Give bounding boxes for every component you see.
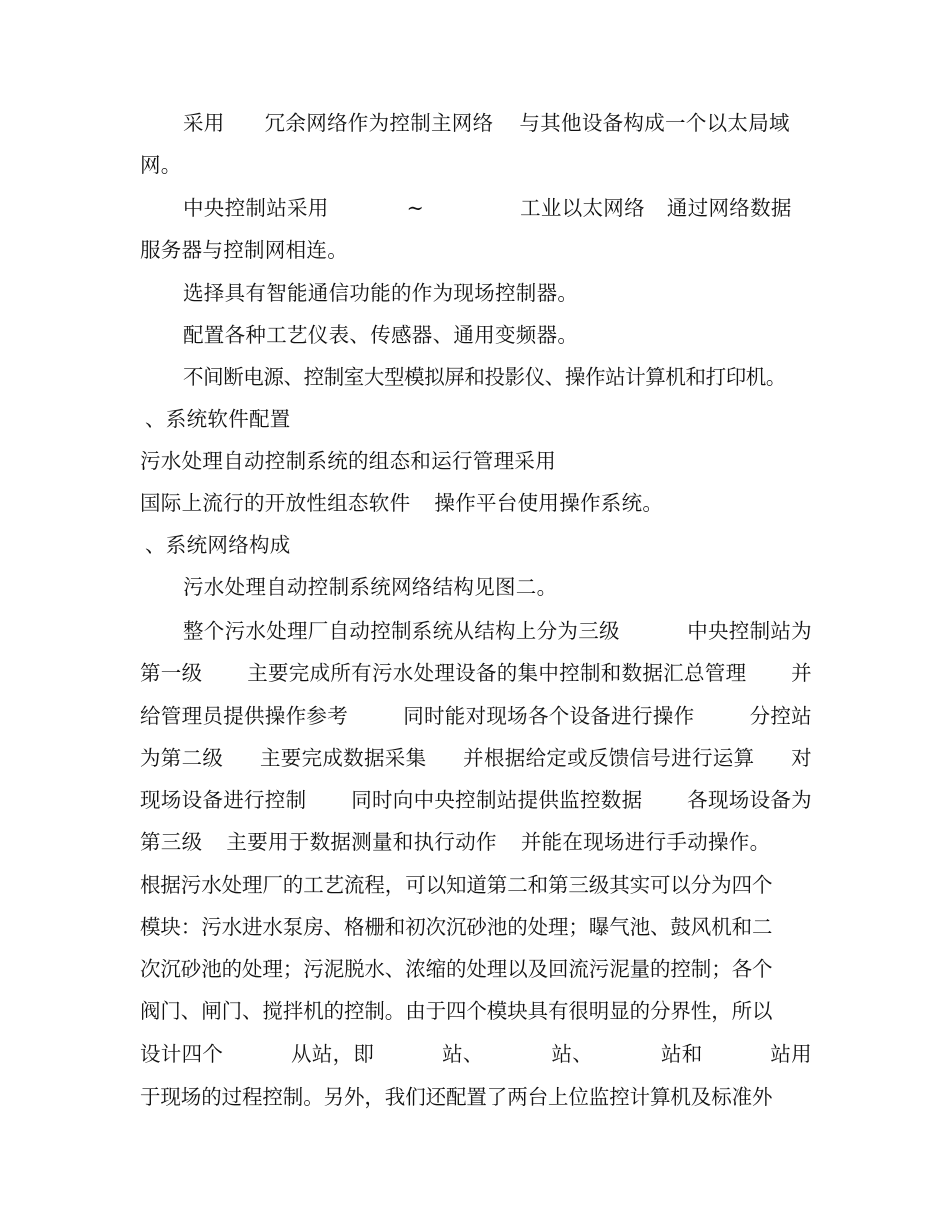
text-segment: 中央控制站采用 xyxy=(183,196,329,220)
text-segment: 为第二级 xyxy=(140,746,224,770)
paragraph-line xyxy=(140,787,812,813)
text-segment: 冗余网络作为控制主网络 xyxy=(264,111,494,135)
text-segment: 采用 xyxy=(183,111,225,135)
text-segment: 分控站 xyxy=(749,704,812,728)
paragraph-line xyxy=(140,660,812,686)
paragraph-line: 选择具有智能通信功能的作为现场控制器。 xyxy=(183,281,579,305)
text-segment: 站、 xyxy=(551,1042,594,1066)
text-segment: 现场设备进行控制 xyxy=(140,788,307,812)
text-segment: 并能在现场进行手动操作。 xyxy=(520,830,771,854)
text-segment: 工业以太网络 xyxy=(520,196,645,220)
paragraph-line: 污水处理自动控制系统网络结构见图二。 xyxy=(183,575,558,599)
paragraph-line xyxy=(183,195,812,221)
paragraph-line xyxy=(140,745,812,771)
paragraph-line: 阀门、闸门、搅拌机的控制。由于四个模块具有很明显的分界性，所以 xyxy=(140,999,773,1023)
text-segment: 主要用于数据测量和执行动作 xyxy=(226,830,497,854)
text-segment: 给管理员提供操作参考 xyxy=(140,704,348,728)
paragraph-line: 不间断电源、控制室大型模拟屏和投影仪、操作站计算机和打印机。 xyxy=(183,365,786,389)
text-segment: 主要完成数据采集 xyxy=(259,746,427,770)
paragraph-line: 服务器与控制网相连。 xyxy=(140,238,348,262)
paragraph-line xyxy=(140,490,812,516)
text-segment: 站、 xyxy=(442,1042,484,1066)
paragraph-line xyxy=(140,1041,812,1067)
text-segment: 同时向中央控制站提供监控数据 xyxy=(351,788,643,812)
text-segment: 同时能对现场各个设备进行操作 xyxy=(403,704,695,728)
paragraph-line xyxy=(140,703,812,729)
text-segment: 并根据给定或反馈信号进行运算 xyxy=(463,746,755,770)
text-segment: 通过网络数据 xyxy=(666,196,792,220)
text-segment: 第一级 xyxy=(140,661,203,685)
tilde-symbol: ~ xyxy=(406,196,425,220)
text-segment: 与其他设备构成一个以太局域 xyxy=(519,111,790,135)
text-segment: 各现场设备为 xyxy=(687,788,812,812)
text-segment: 中央控制站为 xyxy=(687,619,812,643)
text-segment: 操作平台使用操作系统。 xyxy=(434,491,664,515)
text-segment: 从站，即 xyxy=(291,1042,375,1066)
section-heading: 、系统软件配置 xyxy=(145,407,291,431)
paragraph-line: 次沉砂池的处理；污泥脱水、浓缩的处理以及回流污泥量的控制；各个 xyxy=(140,957,773,981)
paragraph-line: 于现场的过程控制。另外，我们还配置了两台上位监控计算机及标准外 xyxy=(140,1085,773,1109)
paragraph-line: 根据污水处理厂的工艺流程，可以知道第二和第三级其实可以分为四个 xyxy=(140,873,773,897)
paragraph-line xyxy=(140,829,812,855)
paragraph-line: 网。 xyxy=(140,153,182,177)
paragraph-line xyxy=(183,618,812,644)
paragraph-line xyxy=(183,110,812,136)
text-segment: 设计四个 xyxy=(140,1042,224,1066)
paragraph-line: 配置各种工艺仪表、传感器、通用变频器。 xyxy=(183,323,579,347)
paragraph-line: 污水处理自动控制系统的组态和运行管理采用 xyxy=(140,449,556,473)
text-segment: 对 xyxy=(791,746,812,770)
text-segment: 主要完成所有污水处理设备的集中控制和数据汇总管理 xyxy=(247,661,747,685)
text-segment: 站用 xyxy=(770,1042,812,1066)
text-segment: 并 xyxy=(791,661,812,685)
text-segment: 国际上流行的开放性组态软件 xyxy=(140,491,411,515)
text-segment: 整个污水处理厂自动控制系统从结构上分为三级 xyxy=(183,619,620,643)
text-segment: 第三级 xyxy=(140,830,203,854)
paragraph-line: 模块：污水进水泵房、格栅和初次沉砂池的处理；曝气池、鼓风机和二 xyxy=(140,915,773,939)
section-heading: 、系统网络构成 xyxy=(145,533,291,557)
text-segment: 站和 xyxy=(660,1042,703,1066)
